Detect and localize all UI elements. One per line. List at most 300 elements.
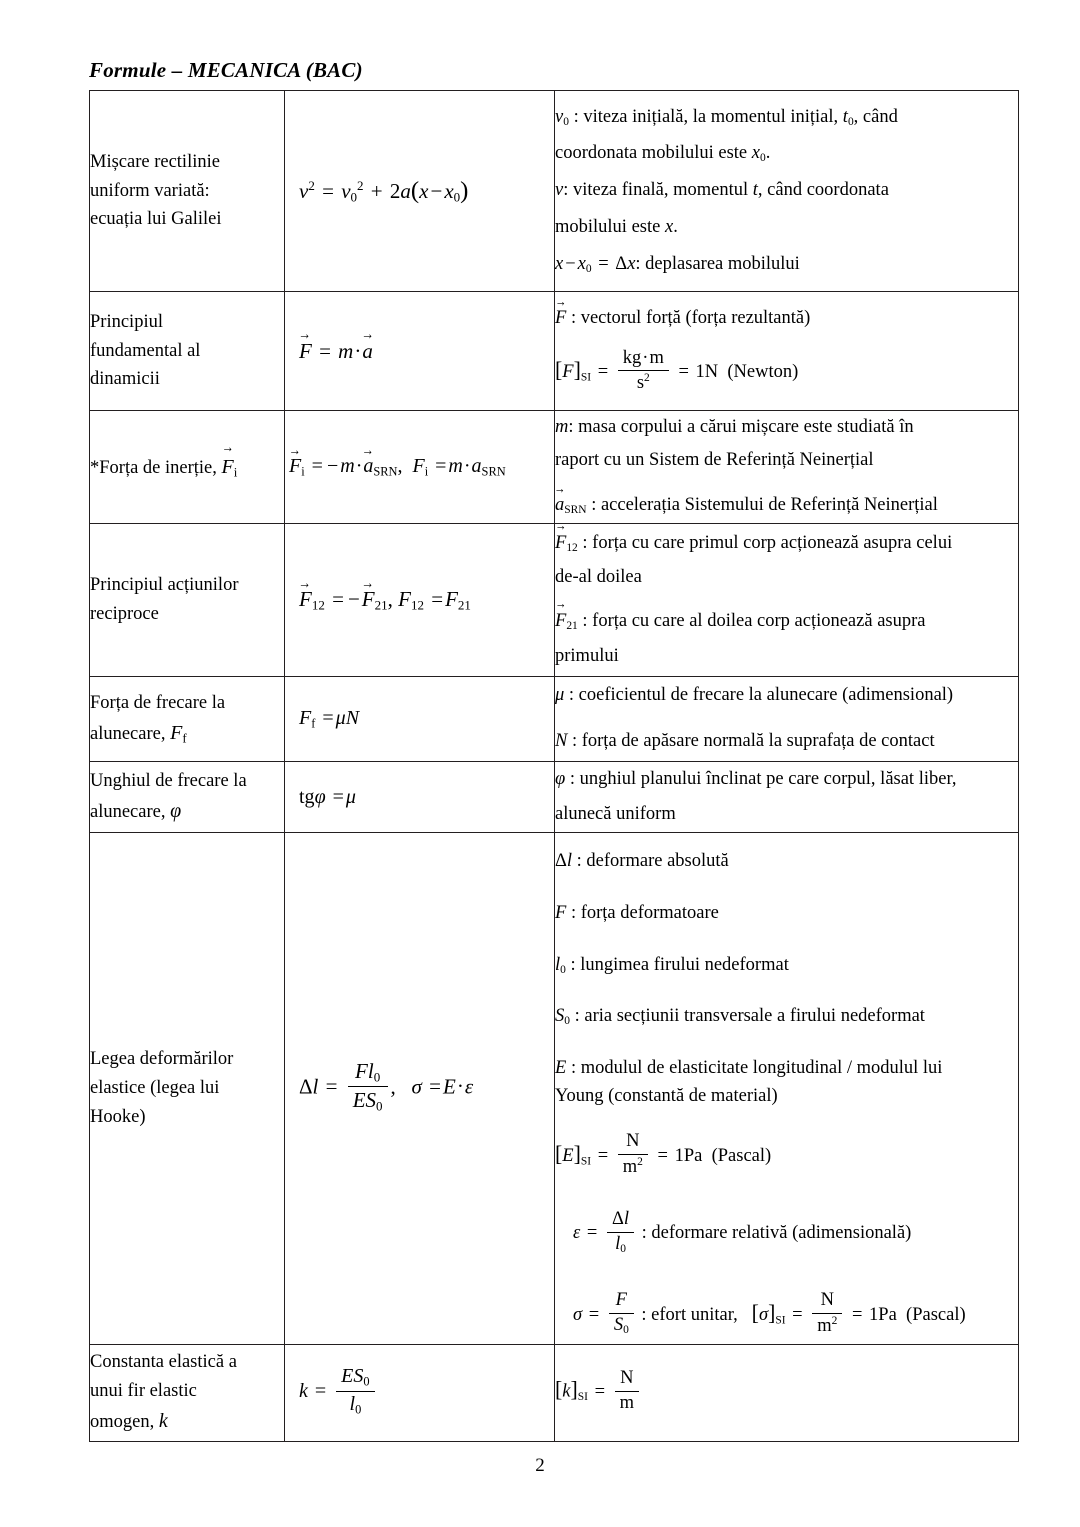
text: : accelerația Sistemului de Referință Neinerțial	[591, 495, 938, 516]
sub: 0	[376, 1098, 383, 1114]
sym: ε	[573, 1223, 581, 1244]
sub: 21	[457, 597, 471, 613]
sym: x	[577, 253, 586, 274]
op: =	[597, 362, 609, 383]
desc-line	[555, 251, 1018, 279]
row-formula-principiul-fundamental	[285, 292, 555, 411]
name-line: ecuația lui Galilei	[90, 209, 222, 230]
sym: v	[341, 178, 351, 203]
fraction	[615, 1368, 639, 1415]
text: : forța deformatoare	[570, 902, 719, 923]
value: 1Pa	[869, 1304, 897, 1325]
name-line: omogen,	[90, 1411, 155, 1432]
sym: Δ	[555, 851, 567, 871]
fraction	[607, 1209, 634, 1257]
text: (Pascal)	[711, 1145, 772, 1166]
desc-line	[555, 1133, 1018, 1181]
sym: E	[562, 1145, 574, 1166]
sym: x	[751, 143, 760, 164]
sub: 0	[760, 152, 766, 165]
sym: F	[221, 455, 234, 478]
text: : coeficientul de frecare la alunecare (adimensional)	[568, 685, 954, 706]
sub: SRN	[373, 464, 398, 479]
row-desc-constanta-elastica	[555, 1344, 1019, 1441]
op: =	[325, 1074, 338, 1099]
sym: l	[615, 1233, 621, 1254]
name-line: alunecare,	[90, 723, 166, 744]
bracket: ]	[573, 1141, 581, 1166]
sub: 0	[563, 115, 569, 128]
op: ,	[387, 586, 393, 611]
sym: v	[555, 180, 564, 201]
op: =	[332, 586, 344, 611]
sym: k	[562, 1381, 571, 1402]
text: .	[765, 143, 771, 164]
paren: )	[460, 176, 469, 204]
sup: 2	[637, 1155, 643, 1168]
sub: i	[301, 464, 305, 479]
desc-line	[555, 104, 1018, 132]
sup: 2	[357, 177, 364, 193]
op: +	[370, 178, 383, 203]
row-name-forta-de-frecare	[90, 677, 285, 762]
row-name-forta-de-inertie	[90, 411, 285, 524]
desc-line	[555, 414, 1018, 442]
desc-line	[555, 447, 1018, 475]
row-formula-constanta-elastica	[285, 1344, 555, 1441]
bracket: [	[555, 358, 563, 383]
sym: φ	[170, 799, 182, 822]
op: =	[586, 1223, 598, 1244]
sym: l	[312, 1074, 319, 1099]
sym: F	[445, 586, 458, 611]
name-line: Principiul acțiunilor	[90, 575, 239, 596]
sym: φ	[314, 785, 326, 808]
sym: F	[615, 1290, 627, 1311]
sym: x	[627, 253, 636, 274]
op: =	[597, 1145, 609, 1166]
row-name-principiul-fundamental	[90, 292, 285, 411]
fraction	[618, 348, 669, 396]
name-line: unui fir elastic	[90, 1381, 197, 1402]
text: : aria secțiunii transversale a firului nedeformat	[574, 1006, 925, 1027]
vector-a	[555, 492, 564, 520]
sub: i	[424, 464, 429, 479]
sym: σ	[573, 1304, 583, 1325]
name-line: fundamental al	[90, 340, 201, 361]
unit: m	[649, 347, 664, 368]
sym: k	[299, 1380, 308, 1403]
sym: σ	[411, 1074, 422, 1099]
text: : forța cu care al doilea corp acționează asupra	[582, 611, 926, 631]
text: , când coordonata	[757, 180, 889, 201]
row-formula-unghiul-de-frecare	[285, 762, 555, 833]
op: =	[314, 1380, 327, 1403]
bracket: ]	[573, 358, 581, 383]
op: ·	[354, 338, 362, 363]
sym: F	[289, 454, 302, 477]
name-line: alunecare,	[90, 801, 166, 822]
sym: a	[362, 338, 373, 363]
sym: F	[555, 308, 567, 329]
sub: 0	[355, 1401, 362, 1416]
sym: a	[555, 495, 565, 516]
op: −	[430, 178, 443, 203]
sym: v	[299, 178, 309, 203]
table-row	[90, 292, 1019, 411]
op: −	[565, 253, 576, 274]
sym: m	[338, 338, 354, 363]
sym: E	[352, 1088, 366, 1113]
sub: 0	[564, 1015, 570, 1028]
sym: Δ	[615, 253, 628, 274]
row-formula-legea-lui-hooke	[285, 833, 555, 1345]
op: −	[326, 454, 339, 477]
sym: F	[398, 586, 411, 611]
value: 1Pa	[674, 1145, 703, 1166]
sub: 0	[585, 262, 592, 275]
name-line: elastice (legea lui	[90, 1077, 220, 1098]
sub: i	[233, 464, 238, 480]
fraction	[348, 1059, 388, 1114]
sym: E	[341, 1365, 354, 1388]
sub: 12	[566, 541, 578, 554]
text: : viteza inițială, la momentul inițial,	[573, 106, 839, 127]
sym: F	[355, 1059, 368, 1084]
fraction	[336, 1365, 374, 1416]
text: : deformare absolută	[576, 851, 729, 871]
sym: μ	[555, 685, 565, 706]
op: =	[322, 706, 334, 729]
sym: φ	[555, 768, 566, 789]
sub: SRN	[564, 504, 587, 517]
desc-line	[555, 140, 1018, 168]
name-line: Mișcare rectilinie	[90, 151, 220, 172]
unit: m	[817, 1316, 832, 1337]
table-row	[90, 91, 1019, 292]
desc-line	[555, 728, 1018, 756]
bracket: [	[555, 1377, 563, 1402]
vector-F	[289, 455, 301, 478]
sym: S	[613, 1315, 624, 1336]
sub: f	[182, 730, 187, 746]
sub: SI	[580, 371, 592, 384]
sym: m	[448, 454, 463, 477]
sub: 21	[566, 620, 578, 633]
sym: x	[419, 178, 429, 203]
name-line: reciproce	[90, 604, 159, 624]
vector-F	[555, 608, 566, 636]
sym: S	[555, 1006, 565, 1027]
fraction	[812, 1290, 842, 1338]
row-formula-forta-de-frecare	[285, 677, 555, 762]
sym: l	[566, 851, 573, 871]
text: alunecă uniform	[555, 803, 676, 824]
text: : lungimea firului nedeformat	[570, 954, 789, 975]
sym: v	[555, 106, 564, 127]
sym: σ	[758, 1304, 769, 1325]
sym: t	[842, 106, 848, 127]
op: =	[429, 1074, 441, 1099]
unit: kg	[622, 347, 642, 368]
row-desc-forta-de-inertie	[555, 411, 1019, 524]
op: =	[594, 1381, 606, 1402]
unit: N	[820, 1290, 834, 1311]
text: (Newton)	[727, 362, 799, 383]
bracket: ]	[768, 1300, 776, 1325]
desc-line	[555, 305, 1018, 333]
sub: SI	[580, 1154, 592, 1167]
unit: N	[626, 1131, 640, 1152]
vector-a	[363, 455, 373, 478]
op: =	[588, 1304, 600, 1325]
name-line: Legea deformărilor	[90, 1049, 234, 1070]
text: mobilului este	[555, 216, 661, 237]
sym: F	[562, 362, 574, 383]
desc-line	[555, 1369, 1018, 1416]
vector-F	[222, 452, 234, 483]
text: : masa corpului a cărui mișcare este studiată în	[568, 416, 914, 437]
sub: f	[311, 716, 316, 731]
op: ·	[463, 454, 471, 477]
op: ,	[397, 454, 403, 477]
sym: N	[555, 731, 568, 751]
row-name-galilei	[90, 91, 285, 292]
desc-line	[555, 1055, 1018, 1083]
desc-line	[555, 643, 1018, 671]
desc-line	[555, 1083, 1018, 1111]
desc-line	[555, 530, 1018, 558]
unit: m	[619, 1392, 635, 1413]
desc-line	[573, 1210, 1018, 1258]
op: =	[332, 785, 344, 808]
sub: 12	[410, 597, 424, 613]
desc-line	[555, 952, 1018, 980]
text: : forța cu care primul corp acționează asupra celui	[582, 532, 953, 553]
value: 1N	[695, 362, 719, 383]
op: =	[311, 454, 323, 477]
sym: S	[365, 1088, 377, 1113]
op: ,	[390, 1074, 396, 1099]
text: , când	[853, 106, 898, 127]
text: : deplasarea mobilului	[635, 253, 800, 274]
sym: F	[170, 721, 183, 744]
desc-line	[555, 214, 1018, 242]
num: 2	[389, 178, 401, 203]
text: (Pascal)	[906, 1304, 966, 1325]
vector-a	[362, 339, 373, 364]
sym: Δ	[611, 1208, 624, 1229]
sym: F	[555, 532, 567, 553]
sub: 0	[847, 115, 854, 128]
row-name-unghiul-de-frecare	[90, 762, 285, 833]
sym: F	[555, 902, 567, 923]
text: coordonata mobilului este	[555, 143, 748, 164]
desc-line	[555, 492, 1018, 520]
text: primului	[555, 645, 619, 666]
table-row	[90, 833, 1019, 1345]
name-line: *Forța de inerție,	[90, 457, 217, 478]
row-desc-galilei	[555, 91, 1019, 292]
op: =	[319, 338, 331, 363]
sym: E	[555, 1058, 567, 1078]
sym: l	[349, 1392, 356, 1415]
op: =	[431, 586, 444, 611]
sub: 0	[363, 1374, 370, 1389]
sub: 12	[311, 597, 325, 613]
name-line: Constanta elastică a	[90, 1352, 237, 1373]
op: =	[322, 178, 334, 203]
vector-F	[299, 587, 312, 612]
text: : unghiul planului înclinat pe care corpul, lăsat liber,	[569, 768, 957, 789]
unit: s	[636, 373, 645, 394]
fraction	[609, 1290, 634, 1338]
name-line: Hooke)	[90, 1106, 146, 1127]
sub: 0	[453, 189, 461, 205]
sub: 0	[623, 1324, 629, 1337]
row-desc-forta-de-frecare	[555, 677, 1019, 762]
row-formula-forta-de-inertie	[285, 411, 555, 524]
text: : forța de apăsare normală la suprafața de contact	[571, 731, 935, 751]
page-number: 2	[535, 1455, 545, 1476]
table-row	[90, 677, 1019, 762]
text: raport cu un Sistem de Referință Neinerțial	[555, 449, 874, 470]
sym: x	[555, 253, 564, 274]
formula-table	[89, 90, 1019, 1442]
sub: 0	[560, 963, 566, 976]
desc-line	[555, 177, 1018, 205]
row-name-constanta-elastica	[90, 1344, 285, 1441]
sym: x	[664, 216, 674, 237]
text: : efort unitar,	[641, 1304, 738, 1325]
sym: a	[400, 178, 411, 203]
op: ·	[456, 1074, 464, 1099]
desc-line	[555, 682, 1018, 710]
desc-line	[555, 848, 1018, 876]
row-desc-principiul-actiunilor-reciproce	[555, 524, 1019, 677]
sub: 0	[620, 1242, 626, 1255]
sym: F	[361, 586, 375, 611]
unit: m	[622, 1156, 638, 1177]
sup: 2	[308, 177, 315, 193]
text: Young (constantă de material)	[555, 1085, 778, 1106]
sym: t	[752, 180, 758, 201]
row-desc-legea-lui-hooke	[555, 833, 1019, 1345]
text: .	[673, 216, 678, 237]
row-name-principiul-actiunilor-reciproce	[90, 524, 285, 677]
row-desc-principiul-fundamental	[555, 292, 1019, 411]
fraction	[618, 1131, 648, 1179]
row-formula-galilei	[285, 91, 555, 292]
func: tg	[299, 785, 315, 808]
name-line: Principiul	[90, 311, 163, 332]
sym: Δ	[299, 1074, 313, 1099]
text: : deformare relativă (adimensională)	[641, 1223, 912, 1244]
sup: 2	[644, 372, 650, 385]
sym: k	[158, 1409, 168, 1432]
sym: N	[345, 706, 360, 729]
op: ·	[355, 454, 363, 477]
desc-line	[555, 801, 1018, 829]
sym: E	[443, 1074, 456, 1099]
sym: μ	[345, 785, 356, 808]
sym: l	[623, 1208, 630, 1229]
op: −	[347, 586, 360, 611]
text: : vectorul forță (forța rezultantă)	[570, 308, 811, 329]
op: =	[792, 1304, 803, 1325]
bracket: ]	[570, 1377, 578, 1402]
sym: l	[555, 954, 561, 975]
desc-line	[555, 1003, 1018, 1031]
desc-line	[555, 349, 1018, 397]
table-row	[90, 762, 1019, 833]
op: =	[598, 253, 609, 274]
op: ·	[642, 347, 649, 368]
sym: x	[444, 178, 454, 203]
table-row	[90, 1344, 1019, 1441]
paren: (	[410, 176, 420, 204]
vector-F	[555, 530, 566, 558]
sym: a	[363, 454, 374, 477]
op: =	[657, 1145, 668, 1166]
row-name-legea-lui-hooke	[90, 833, 285, 1345]
bracket: [	[555, 1141, 563, 1166]
sym: ε	[464, 1074, 474, 1099]
sym: F	[299, 338, 312, 363]
sym: m	[555, 416, 569, 437]
op: =	[435, 454, 447, 477]
sub: SI	[775, 1314, 786, 1327]
vector-F	[362, 587, 375, 612]
vector-F	[299, 339, 312, 364]
name-line: dinamicii	[90, 369, 160, 390]
sub: 0	[373, 1069, 381, 1085]
table-row	[90, 411, 1019, 524]
sym: F	[299, 706, 312, 729]
desc-line	[555, 900, 1018, 928]
text: : modulul de elasticitate longitudinal / modulul lui	[570, 1058, 943, 1078]
row-formula-principiul-actiunilor-reciproce	[285, 524, 555, 677]
sym: μ	[335, 706, 346, 729]
text: de-al doilea	[555, 567, 642, 588]
name-line: uniform variată:	[90, 180, 210, 201]
sym: F	[412, 454, 425, 477]
sub: SI	[577, 1391, 588, 1404]
sub: 0	[350, 189, 358, 205]
op: =	[678, 362, 689, 383]
sub: 21	[374, 597, 388, 613]
name-line: Forța de frecare la	[90, 693, 226, 714]
desc-line	[555, 766, 1018, 794]
unit: N	[620, 1367, 634, 1388]
sup: 2	[831, 1315, 838, 1328]
bracket: [	[751, 1300, 759, 1325]
sub: SRN	[481, 464, 506, 479]
sym: l	[367, 1059, 374, 1084]
desc-line	[573, 1292, 1018, 1340]
desc-line	[555, 608, 1018, 636]
sym: F	[299, 586, 312, 611]
name-line: Unghiul de frecare la	[90, 771, 247, 792]
sym: a	[471, 454, 482, 477]
table-row	[90, 524, 1019, 677]
op: =	[851, 1304, 863, 1325]
vector-F	[555, 305, 566, 333]
row-desc-unghiul-de-frecare	[555, 762, 1019, 833]
page-title: Formule – MECANICA (BAC)	[89, 58, 363, 82]
desc-line	[555, 564, 1018, 592]
sym: S	[353, 1365, 364, 1388]
